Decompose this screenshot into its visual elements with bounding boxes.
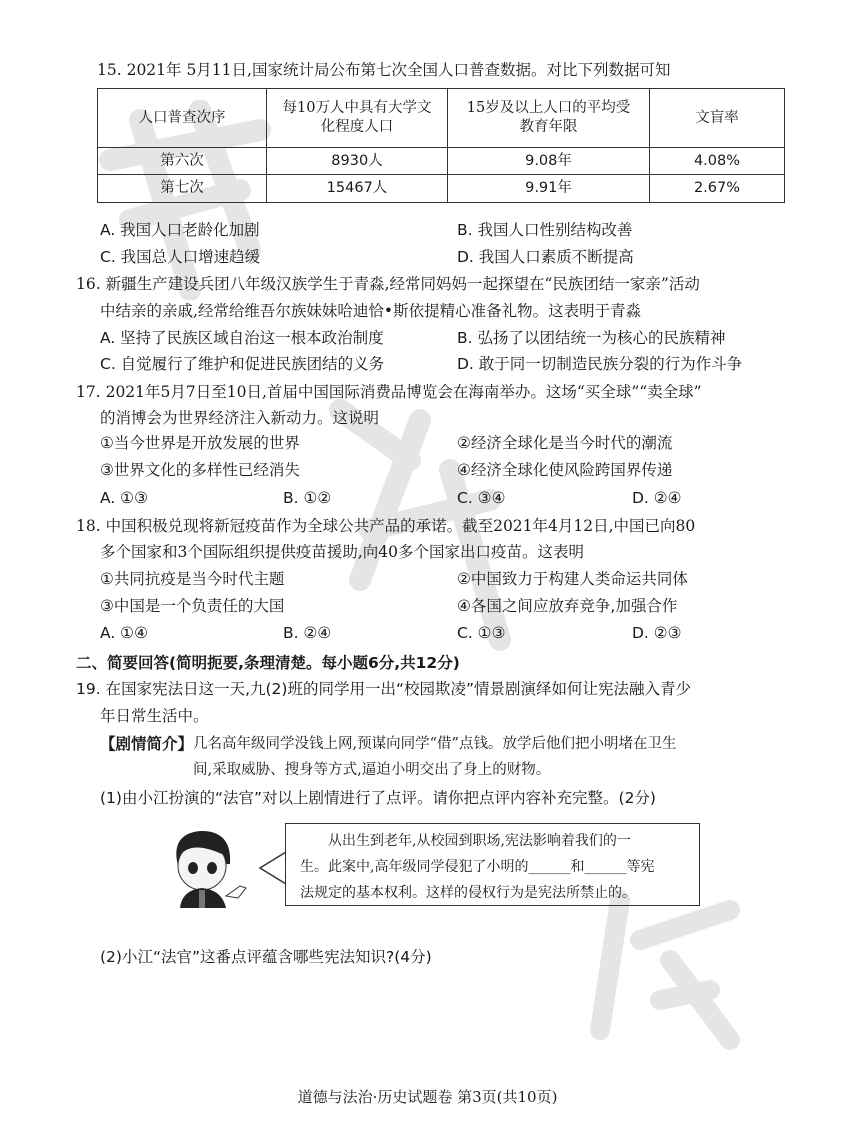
option: D. 我国人口素质不断提高: [457, 248, 634, 266]
option: A. ①④: [100, 624, 148, 642]
option: A. 我国人口老龄化加剧: [100, 221, 260, 239]
option: C. ①③: [457, 624, 506, 642]
bubble-text: 法规定的基本权利。这样的侵权行为是宪法所禁止的。: [300, 885, 636, 901]
table-header: 15岁及以上人口的平均受教育年限: [448, 89, 650, 148]
option: A. 坚持了民族区域自治这一根本政治制度: [100, 329, 384, 347]
statement: ③世界文化的多样性已经消失: [100, 461, 300, 479]
bubble-text: 从出生到老年,从校园到职场,宪法影响着我们的一: [328, 833, 631, 849]
q17-stem: 17. 2021年5月7日至10日,首届中国国际消费品博览会在海南举办。这场“买全球”“卖全球”: [76, 383, 702, 401]
q19-stem: 年日常生活中。: [100, 707, 209, 725]
plot-label: 【剧情简介】: [100, 735, 194, 753]
statement: ②经济全球化是当今时代的潮流: [457, 434, 673, 452]
plot-text: 间,采取威胁、搜身等方式,逼迫小明交出了身上的财物。: [193, 762, 551, 778]
table-cell: 15467人: [267, 175, 448, 203]
table-header: 人口普查次序: [98, 89, 267, 148]
option: B. ②④: [283, 624, 332, 642]
bubble-tail: [258, 850, 288, 886]
table-cell: 4.08%: [650, 148, 785, 175]
table-cell: 第六次: [98, 148, 267, 175]
q18-stem: 多个国家和3个国际组织提供疫苗援助,向40多个国家出口疫苗。这表明: [100, 543, 585, 561]
statement: ③中国是一个负责任的大国: [100, 597, 285, 615]
q16-stem: 中结亲的亲戚,经常给维吾尔族妹妹哈迪恰•斯依提精心准备礼物。这表明于青淼: [100, 302, 642, 320]
table-cell: 第七次: [98, 175, 267, 203]
plot-summary: [100, 734, 676, 786]
table-row: [98, 175, 785, 203]
option: B. 我国人口性别结构改善: [457, 221, 633, 239]
option: D. 敢于同一切制造民族分裂的行为作斗争: [457, 355, 743, 373]
option: D. ②③: [632, 624, 682, 642]
option: C. 我国总人口增速趋缓: [100, 248, 261, 266]
speech-bubble: [285, 823, 700, 906]
table-header: 文盲率: [650, 89, 785, 148]
table-cell: 9.91年: [448, 175, 650, 203]
statement: ①当今世界是开放发展的世界: [100, 434, 300, 452]
option: D. ②④: [632, 489, 682, 507]
option: B. ①②: [283, 489, 332, 507]
bubble-text: 生。此案中,高年级同学侵犯了小明的______和______等宪: [300, 859, 655, 875]
q15-stem: 15. 2021年 5月11日,国家统计局公布第七次全国人口普查数据。对比下列数据可知: [97, 61, 671, 79]
q17-stem: 的消博会为世界经济注入新动力。这说明: [100, 409, 380, 427]
table-cell: 2.67%: [650, 175, 785, 203]
judge-character-icon: [160, 826, 250, 908]
statement: ②中国致力于构建人类命运共同体: [457, 570, 688, 588]
q19-stem: 19. 在国家宪法日这一天,九(2)班的同学用一出“校园欺凌”情景剧演绎如何让宪法融入青少: [76, 680, 692, 698]
q16-stem: 16. 新疆生产建设兵团八年级汉族学生于青淼,经常同妈妈一起探望在“民族团结一家亲”活动: [76, 275, 700, 293]
table-cell: 8930人: [267, 148, 448, 175]
page-footer: 道德与法治·历史试题卷 第3页(共10页): [297, 1088, 558, 1106]
sub-question-2: (2)小江“法官”这番点评蕴含哪些宪法知识?(4分): [100, 948, 432, 966]
statement: ④各国之间应放弃竞争,加强合作: [457, 597, 678, 615]
table-row: [98, 148, 785, 175]
table-cell: 9.08年: [448, 148, 650, 175]
section-heading: 二、简要回答(简明扼要,条理清楚。每小题6分,共12分): [76, 654, 460, 672]
plot-text: 几名高年级同学没钱上网,预谋向同学“借”点钱。放学后他们把小明堵在卫生: [193, 736, 677, 752]
table-header: 每10万人中具有大学文化程度人口: [267, 89, 448, 148]
statement: ①共同抗疫是当今时代主题: [100, 570, 285, 588]
option: C. ③④: [457, 489, 506, 507]
option: B. 弘扬了以团结统一为核心的民族精神: [457, 329, 726, 347]
census-table: [97, 88, 785, 203]
q18-stem: 18. 中国积极兑现将新冠疫苗作为全球公共产品的承诺。截至2021年4月12日,中国已向80: [76, 517, 696, 535]
option: C. 自觉履行了维护和促进民族团结的义务: [100, 355, 385, 373]
statement: ④经济全球化使风险跨国界传递: [457, 461, 673, 479]
sub-question-1: (1)由小江扮演的“法官”对以上剧情进行了点评。请你把点评内容补充完整。(2分): [100, 789, 656, 807]
option: A. ①③: [100, 489, 148, 507]
